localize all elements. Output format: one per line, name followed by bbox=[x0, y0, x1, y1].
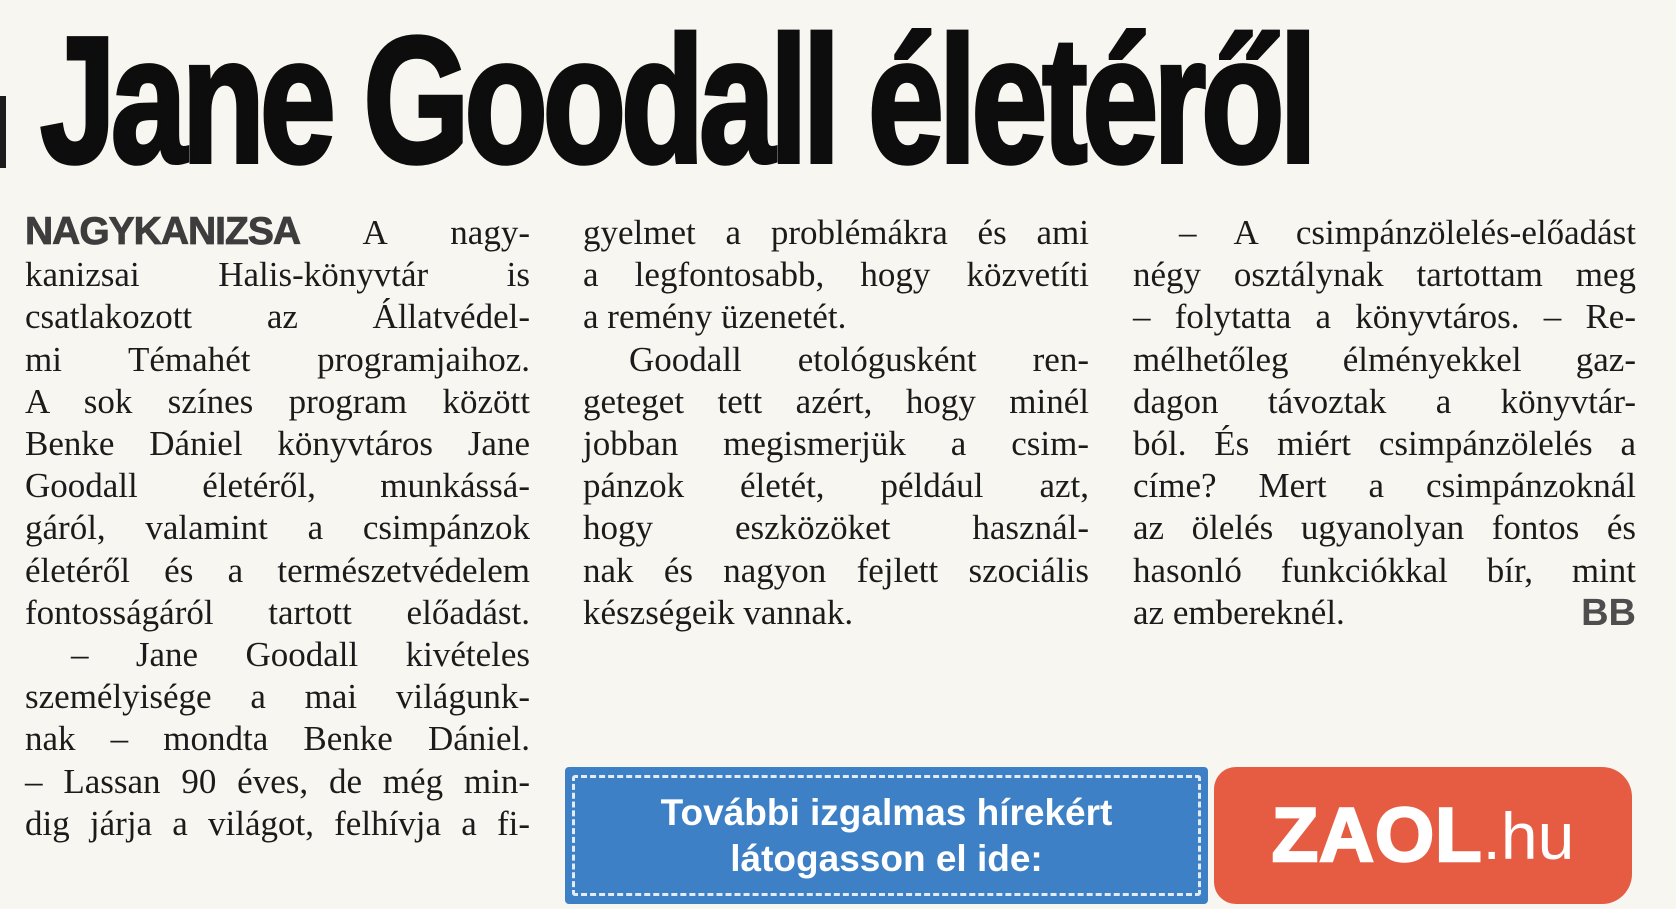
article-line: jobban megismerjük a csim- bbox=[583, 424, 1089, 464]
article-line: hasonló funkciókkal bír, mint bbox=[1133, 550, 1636, 590]
article-line: gyelmet a problémákra és ami bbox=[583, 213, 1089, 252]
article-line: fontosságáról tartott előadást. bbox=[25, 592, 530, 632]
article-line: – A csimpánzölelés-előadást bbox=[1179, 213, 1636, 252]
article-line: Goodall etológusként ren- bbox=[629, 339, 1089, 379]
zaol-logo-suffix: .hu bbox=[1482, 798, 1575, 873]
article-line: – folytatta a könyvtáros. – Re- bbox=[1133, 297, 1636, 337]
article-line: dagon távoztak a könyvtár- bbox=[1133, 381, 1636, 421]
promo-banner-line-2: látogasson el ide: bbox=[730, 837, 1043, 879]
article-column-3 bbox=[1133, 212, 1636, 634]
article-headline: Jane Goodall életéről bbox=[40, 0, 1312, 201]
article-line: – Jane Goodall kivételes bbox=[71, 635, 530, 675]
article-line: ból. És miért csimpánzölelés a bbox=[1133, 424, 1636, 464]
article-line: hogy eszközöket használ- bbox=[583, 508, 1089, 548]
article-line: a legfontosabb, hogy közvetíti bbox=[583, 255, 1089, 295]
author-initials: BB bbox=[1581, 591, 1636, 634]
article-line: pánzok életét, például azt, bbox=[583, 466, 1089, 506]
article-line: négy osztálynak tartottam meg bbox=[1133, 255, 1636, 295]
promo-banner-line-1: További izgalmas hírekért bbox=[660, 791, 1113, 833]
article-line: a remény üzenetét. bbox=[583, 297, 847, 337]
article-line: személyisége a mai világunk- bbox=[25, 677, 530, 717]
scan-artifact bbox=[0, 96, 6, 168]
zaol-logo-main: ZAOL bbox=[1271, 793, 1483, 878]
article-line: A sok színes program között bbox=[25, 381, 530, 421]
article-line: geteget tett azért, hogy minél bbox=[583, 381, 1089, 421]
promo-banner-text-box bbox=[565, 767, 1208, 904]
article-line: kanizsai Halis-könyvtár is bbox=[25, 255, 530, 295]
article-line: Goodall életéről, munkássá- bbox=[25, 466, 530, 506]
article-line: dig járja a világot, felhívja a fi- bbox=[25, 803, 530, 843]
article-line: nak és nagyon fejlett szociális bbox=[583, 550, 1089, 590]
article-line: gáról, valamint a csimpánzok bbox=[25, 508, 530, 548]
article-line: – Lassan 90 éves, de még min- bbox=[25, 761, 530, 801]
article-line: NAGYKANIZSA A nagy- bbox=[25, 210, 530, 253]
zaol-logo-box bbox=[1214, 767, 1632, 904]
article-line: életéről és a természetvédelem bbox=[25, 550, 530, 590]
article-line: az ölelés ugyanolyan fontos és bbox=[1133, 508, 1636, 548]
article-column-1 bbox=[25, 212, 530, 845]
article-line: Benke Dániel könyvtáros Jane bbox=[25, 424, 530, 464]
article-line: címe? Mert a csimpánzoknál bbox=[1133, 466, 1636, 506]
article-column-2 bbox=[583, 212, 1089, 634]
article-line: készségeik vannak. bbox=[583, 592, 854, 632]
dateline: NAGYKANIZSA bbox=[25, 210, 301, 253]
article-line: mi Témahét programjaihoz. bbox=[25, 339, 530, 379]
promo-banner bbox=[565, 767, 1632, 904]
article-line: csatlakozott az Állatvédel- bbox=[25, 297, 530, 337]
article-line: nak – mondta Benke Dániel. bbox=[25, 719, 530, 759]
article-line: BB az embereknél. bbox=[1133, 591, 1636, 634]
article-line: mélhetőleg élményekkel gaz- bbox=[1133, 339, 1636, 379]
